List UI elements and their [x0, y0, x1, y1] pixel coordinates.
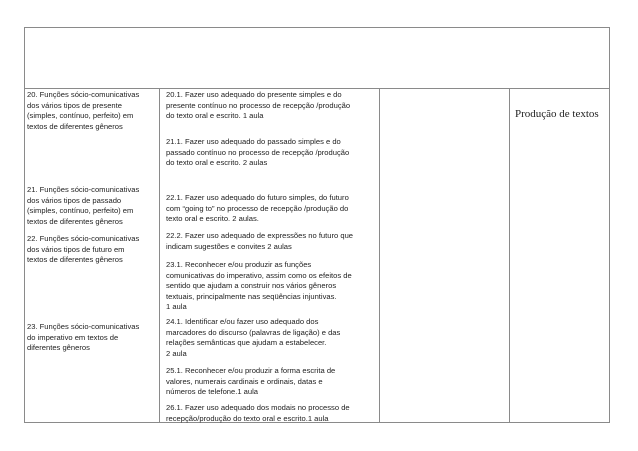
column-divider-1 — [159, 88, 160, 423]
header-row-divider — [24, 88, 610, 89]
objective-22-1: 22.1. Fazer uso adequado do futuro simples, do futuro com “going to” no processo de recepção /produção do texto oral e escrito. 2 aulas. — [166, 193, 349, 224]
topic-label: Produção de textos — [515, 108, 599, 120]
objective-24-1: 24.1. Identificar e/ou fazer uso adequado dos marcadores do discurso (palavras de ligação) e das relações semânticas que ajudam a estabelecer. 2 aula — [166, 317, 341, 358]
objective-26-1: 26.1. Fazer uso adequado dos modais no processo de recepção/produção do texto oral e escrito.1 aula — [166, 403, 350, 423]
content-item-23: 23. Funções sócio-comunicativas do imperativo em textos de diferentes gêneros — [27, 322, 140, 353]
column-divider-3 — [509, 88, 510, 423]
content-item-21: 21. Funções sócio-comunicativas dos vários tipos de passado (simples, contínuo, perfeito) em textos de diferentes gêneros — [27, 185, 140, 226]
column-divider-2 — [379, 88, 380, 423]
objective-25-1: 25.1. Reconhecer e/ou produzir a forma escrita de valores, numerais cardinais e ordinais, datas e números de telefone.1 aula — [166, 366, 336, 397]
objective-20-1: 20.1. Fazer uso adequado do presente simples e do presente contínuo no processo de recepção /produção do texto oral e escrito. 1 aula — [166, 90, 351, 121]
content-item-22: 22. Funções sócio-comunicativas dos vários tipos de futuro em textos de diferentes gêneros — [27, 234, 140, 265]
objective-22-2: 22.2. Fazer uso adequado de expressões no futuro que indicam sugestões e convites 2 aulas — [166, 231, 354, 251]
objective-23-1: 23.1. Reconhecer e/ou produzir as funções comunicativas do imperativo, assim como os efeitos de sentido que ajudam a construir nos vários gêneros textuais, principalmente nas seqüências injuntivas. 1 aula — [166, 260, 352, 312]
objective-21-1: 21.1. Fazer uso adequado do passado simples e do passado contínuo no processo de recepção /produção do texto oral e escrito. 2 aulas — [166, 137, 350, 168]
content-item-20: 20. Funções sócio-comunicativas dos vários tipos de presente (simples, contínuo, perfeito) em textos de diferentes gêneros — [27, 90, 140, 131]
